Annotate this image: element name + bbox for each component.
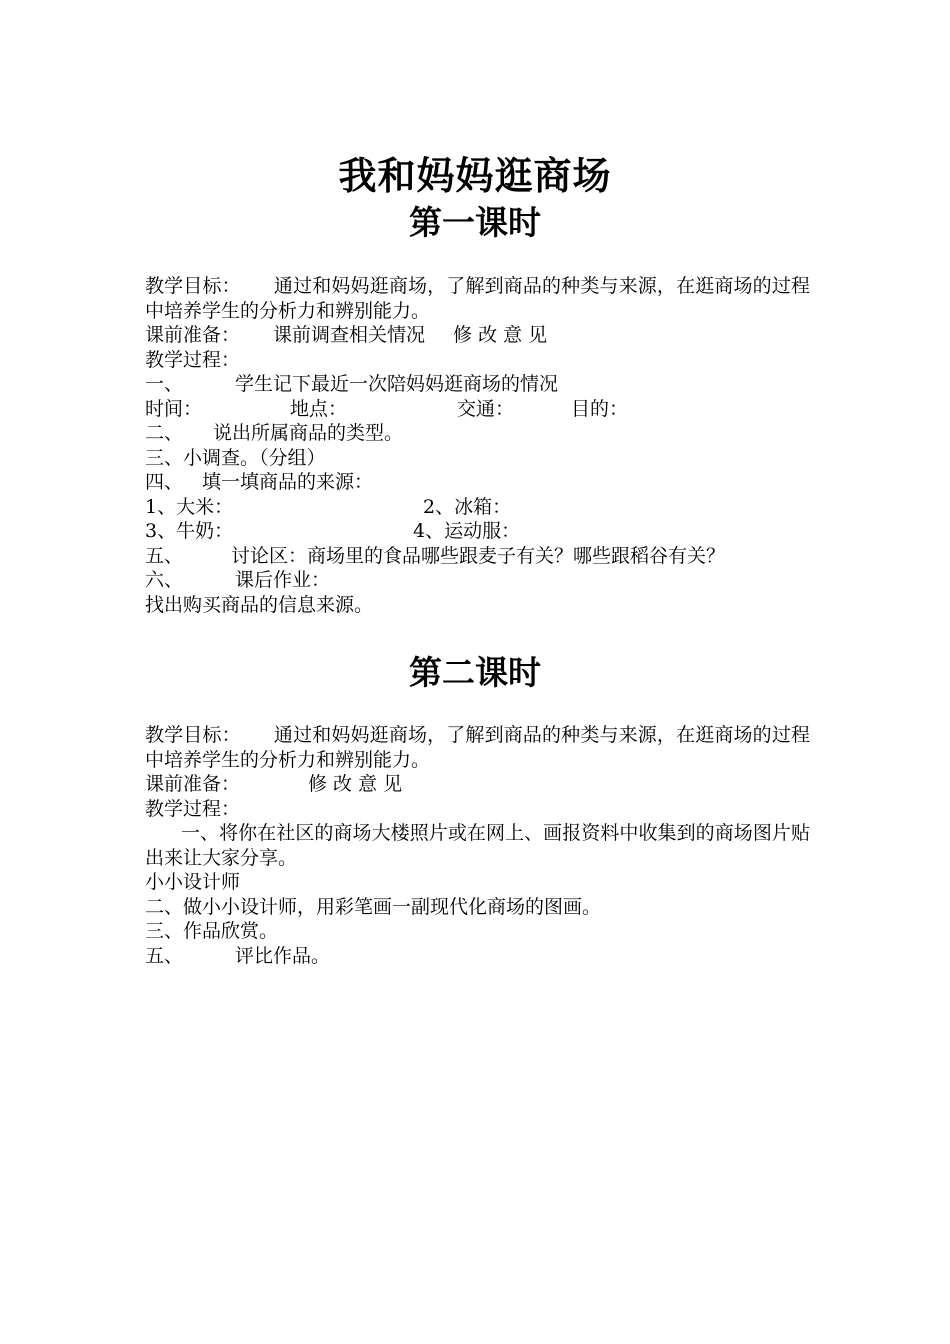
step-text: 说出所属商品的类型。: [213, 422, 404, 444]
lesson-2-heading: 第二课时: [409, 653, 541, 692]
step-text: 填一填商品的来源：: [202, 471, 374, 493]
lesson-1-heading: 第一课时: [409, 203, 541, 242]
lesson-1-step-5: [145, 544, 810, 569]
lesson-1-body: [145, 274, 810, 617]
lesson-1-step-3: 三、小调查。（分组）: [145, 446, 326, 469]
step-number: 五、: [145, 544, 184, 567]
survey-place: 地点：: [290, 397, 348, 420]
step-text: 讨论区：商场里的食品哪些跟麦子有关？哪些跟稻谷有关？: [231, 544, 726, 567]
lesson-2-goal: [145, 723, 810, 772]
goal-text: 通过和妈妈逛商场，了解到商品的种类与来源，在逛商场的过程中培养学生的分析力和辨别能力。: [145, 275, 810, 322]
step-number: 六、: [145, 569, 184, 591]
lesson-1-step-1: [145, 372, 810, 397]
prep-text: 课前调查相关情况: [273, 324, 426, 346]
lesson-2-step-3: 三、作品欣赏。: [145, 920, 279, 942]
lesson-1-survey-fields: [145, 397, 810, 422]
survey-purpose: 目的：: [571, 397, 629, 420]
step-text: 学生记下最近一次陪妈妈逛商场的情况: [235, 373, 559, 395]
lesson-2-step-5: [145, 944, 810, 969]
lesson-1-homework: 找出购买商品的信息来源。: [145, 593, 374, 616]
goal-label: 教学目标：: [145, 275, 241, 297]
survey-transport: 交通：: [457, 397, 515, 420]
lesson-2-step-1: 一、将你在社区的商场大楼照片或在网上、画报资料中收集到的商场图片贴出来让大家分享。: [145, 822, 810, 869]
lesson-1-items-row-2: [145, 519, 810, 544]
step-number: 二、: [145, 422, 184, 444]
item-sportswear: 4、运动服：: [413, 520, 521, 542]
revise-note: 修 改 意 见: [453, 324, 548, 346]
item-fridge: 2、冰箱：: [423, 495, 512, 518]
prep-label: 课前准备：: [145, 773, 241, 795]
lesson-2-prep: [145, 772, 810, 797]
step-text: 评比作品。: [235, 944, 331, 967]
revise-note: 修 改 意 见: [308, 773, 403, 795]
goal-label: 教学目标：: [145, 724, 241, 746]
lesson-1-items-row-1: [145, 495, 810, 520]
lesson-2-step-2: 二、做小小设计师，用彩笔画一副现代化商场的图画。: [145, 895, 602, 918]
document-title: 我和妈妈逛商场: [338, 153, 612, 198]
prep-label: 课前准备：: [145, 324, 241, 346]
step-number: 一、: [145, 373, 184, 395]
step-number: 四、: [145, 471, 184, 493]
lesson-1-step-6: [145, 568, 810, 593]
lesson-1-step-4: [145, 470, 810, 495]
survey-time: 时间：: [145, 397, 203, 420]
lesson-1-goal: [145, 274, 810, 323]
lesson-2-process-label: 教学过程：: [145, 797, 241, 820]
item-milk: 3、牛奶：: [145, 520, 234, 542]
lesson-1-step-2: [145, 421, 810, 446]
lesson-2-body: [145, 723, 810, 968]
lesson-1-prep: [145, 323, 810, 348]
lesson-2-designer: 小小设计师: [145, 871, 241, 893]
item-rice: 1、大米：: [145, 495, 234, 518]
goal-text: 通过和妈妈逛商场，了解到商品的种类与来源，在逛商场的过程中培养学生的分析力和辨别能力。: [145, 724, 810, 771]
lesson-1-process-label: 教学过程：: [145, 348, 241, 371]
step-number: 五、: [145, 944, 184, 967]
step-text: 课后作业：: [235, 569, 331, 591]
